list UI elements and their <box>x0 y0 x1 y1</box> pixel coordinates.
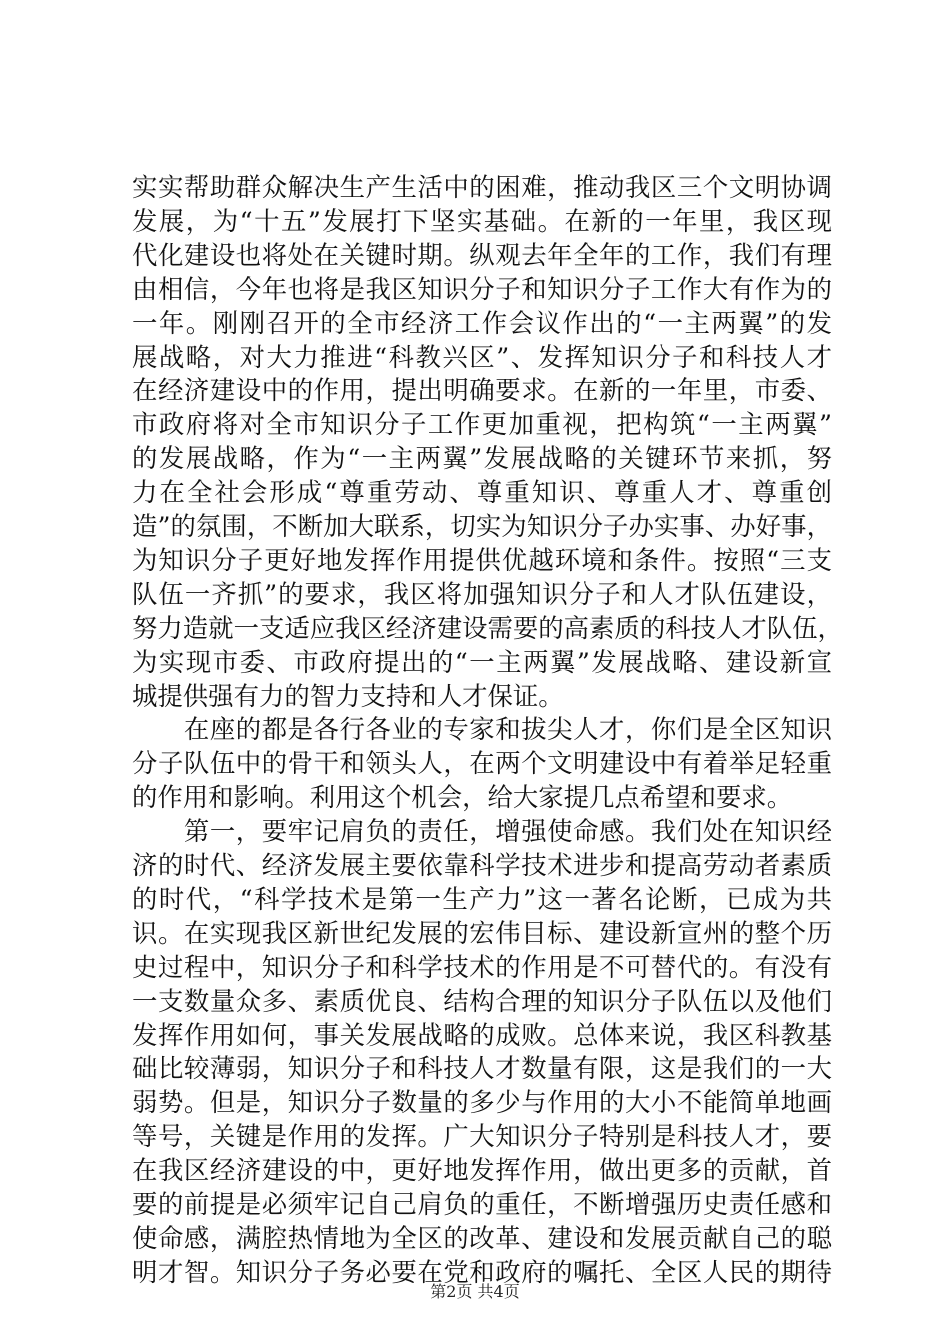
text-line: 一年。刚刚召开的全市经济工作会议作出的“一主两翼”的发 <box>132 307 832 338</box>
text-line: 使命感，满腔热情地为全区的改革、建设和发展贡献自己的聪 <box>132 1222 832 1253</box>
text-line: 由相信，今年也将是我区知识分子和知识分子工作大有作为的 <box>132 273 832 304</box>
text-line: 努力造就一支适应我区经济建设需要的高素质的科技人才队伍， <box>132 612 843 643</box>
text-line: 第一，要牢记肩负的责任，增强使命感。我们处在知识经 <box>132 816 832 847</box>
text-line: 代化建设也将处在关键时期。纵观去年全年的工作，我们有理 <box>132 239 832 270</box>
text-line: 等号，关键是作用的发挥。广大知识分子特别是科技人才，要 <box>132 1121 832 1152</box>
text-line: 明才智。知识分子务必要在党和政府的嘱托、全区人民的期待 <box>132 1256 832 1287</box>
text-line: 一支数量众多、素质优良、结构合理的知识分子队伍以及他们 <box>132 985 832 1016</box>
text-line: 分子队伍中的骨干和领头人，在两个文明建设中有着举足轻重 <box>132 748 832 779</box>
text-line: 为知识分子更好地发挥作用提供优越环境和条件。按照“三支 <box>132 544 832 575</box>
page-footer: 第2页 共4页 <box>430 1282 520 1301</box>
text-line: 展战略，对大力推进“科教兴区”、发挥知识分子和科技人才 <box>132 341 832 372</box>
text-line: 力在全社会形成“尊重劳动、尊重知识、尊重人才、尊重创 <box>132 477 832 508</box>
text-line: 在座的都是各行各业的专家和拔尖人才，你们是全区知识 <box>132 714 832 745</box>
text-line: 实实帮助群众解决生产生活中的困难，推动我区三个文明协调 <box>132 172 832 202</box>
text-line: 济的时代、经济发展主要依靠科学技术进步和提高劳动者素质 <box>132 850 832 880</box>
text-line: 城提供强有力的智力支持和人才保证。 <box>132 680 564 711</box>
text-line: 市政府将对全市知识分子工作更加重视，把构筑“一主两翼” <box>132 409 832 440</box>
text-line: 的时代，“科学技术是第一生产力”这一著名论断，已成为共 <box>132 883 832 914</box>
text-line: 识。在实现我区新世纪发展的宏伟目标、建设新宣州的整个历 <box>132 917 832 948</box>
text-line: 在经济建设中的作用，提出明确要求。在新的一年里，市委、 <box>132 375 832 406</box>
text-line: 发展，为“十五”发展打下坚实基础。在新的一年里，我区现 <box>132 205 832 236</box>
text-line: 在我区经济建设的中，更好地发挥作用，做出更多的贡献，首 <box>132 1155 832 1186</box>
text-line: 发挥作用如何，事关发展战略的成败。总体来说，我区科教基 <box>132 1019 832 1050</box>
text-line: 史过程中，知识分子和科学技术的作用是不可替代的。有没有 <box>132 951 832 982</box>
text-line: 要的前提是必须牢记自己肩负的重任，不断增强历史责任感和 <box>132 1189 832 1219</box>
text-line: 的作用和影响。利用这个机会，给大家提几点希望和要求。 <box>132 782 793 813</box>
text-line: 造”的氛围，不断加大联系，切实为知识分子办实事、办好事， <box>132 511 832 541</box>
text-line: 础比较薄弱，知识分子和科技人才数量有限，这是我们的一大 <box>132 1053 832 1084</box>
text-line: 为实现市委、市政府提出的“一主两翼”发展战略、建设新宣 <box>132 646 832 677</box>
text-line: 弱势。但是，知识分子数量的多少与作用的大小不能简单地画 <box>132 1087 832 1118</box>
text-line: 的发展战略，作为“一主两翼”发展战略的关键环节来抓，努 <box>132 443 832 474</box>
text-line: 队伍一齐抓”的要求，我区将加强知识分子和人才队伍建设， <box>132 578 832 609</box>
